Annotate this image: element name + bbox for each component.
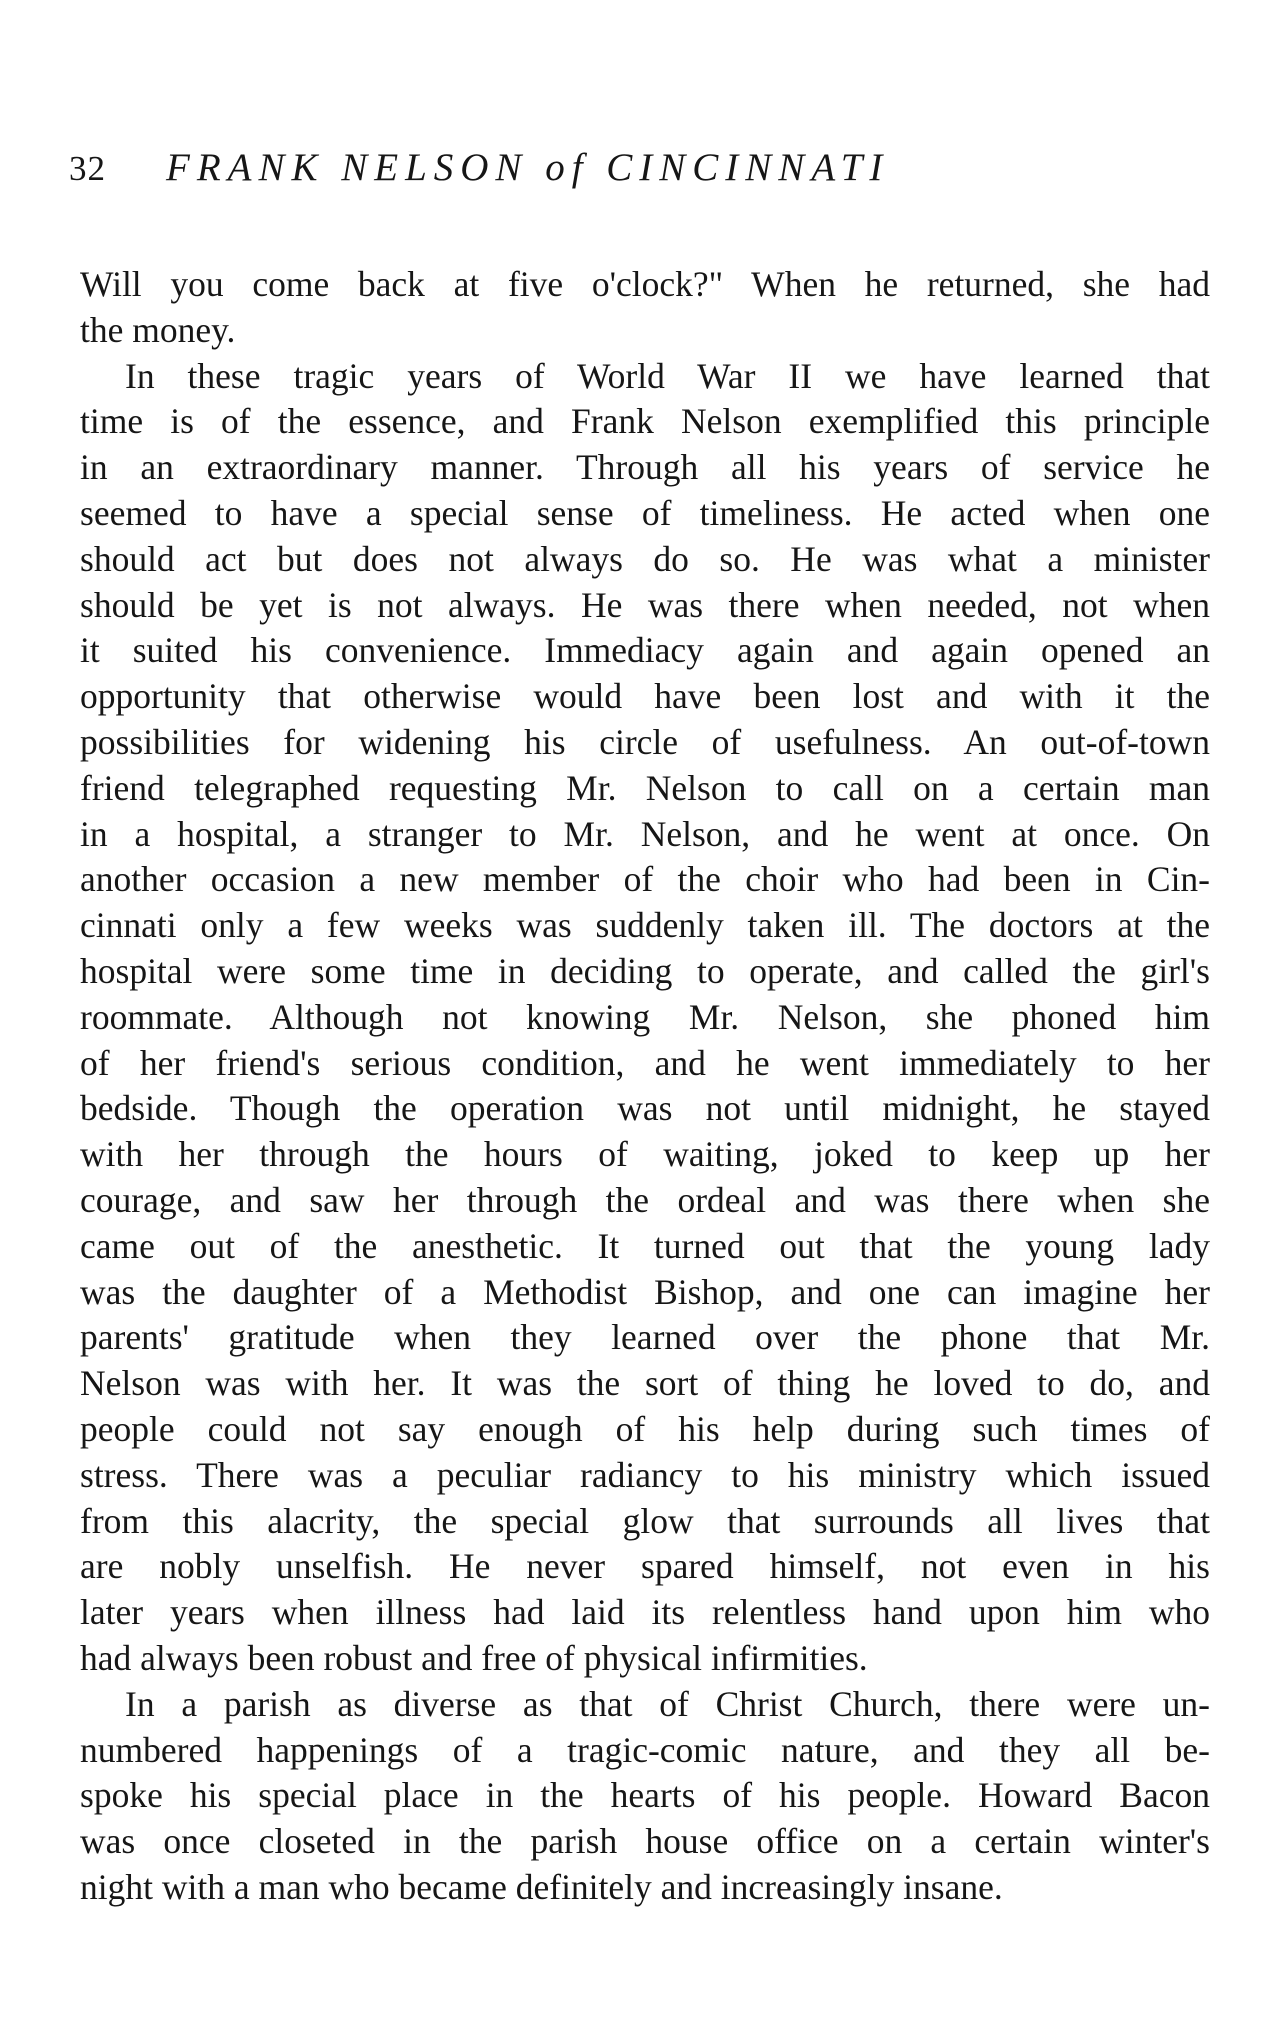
text-line: in a hospital, a stranger to Mr. Nelson, and he went at once. On	[80, 813, 1210, 854]
text-line: Nelson was with her. It was the sort of thing he loved to do, and	[80, 1363, 1210, 1404]
text-line: friend telegraphed requesting Mr. Nelson to call on a certain man	[80, 767, 1210, 808]
text-line: Will you come back at five o'clock?" When he returned, she had	[80, 264, 1210, 304]
text-line: In these tragic years of World War II we have learned that	[125, 355, 1210, 396]
page-number: 32	[69, 149, 106, 188]
text-line: with her through the hours of waiting, joked to keep up her	[80, 1134, 1210, 1175]
text-line: opportunity that otherwise would have been lost and with it the	[80, 676, 1210, 717]
text-line: was once closeted in the parish house office on a certain winter's	[80, 1821, 1210, 1862]
text-line: was the daughter of a Methodist Bishop, and one can imagine her	[80, 1271, 1210, 1312]
paragraph	[80, 1682, 1210, 1911]
text-line: had always been robust and free of physical infirmities.	[80, 1637, 868, 1678]
text-line: spoke his special place in the hearts of his people. Howard Bacon	[80, 1775, 1210, 1816]
text-line: should act but does not always do so. He was what a minister	[80, 538, 1210, 579]
text-line: came out of the anesthetic. It turned out that the young lady	[80, 1225, 1210, 1266]
text-line: people could not say enough of his help during such times of	[80, 1408, 1210, 1449]
text-line: roommate. Although not knowing Mr. Nelson, she phoned him	[80, 996, 1210, 1037]
text-line: another occasion a new member of the choir who had been in Cin-	[80, 859, 1210, 900]
text-line: later years when illness had laid its relentless hand upon him who	[80, 1592, 1210, 1633]
text-line: time is of the essence, and Frank Nelson exemplified this principle	[80, 401, 1210, 442]
text-line: numbered happenings of a tragic-comic nature, and they all be-	[80, 1729, 1210, 1770]
text-line: should be yet is not always. He was there when needed, not when	[80, 584, 1210, 625]
text-line: parents' gratitude when they learned over the phone that Mr.	[80, 1317, 1210, 1358]
text-line: hospital were some time in deciding to operate, and called the girl's	[80, 950, 1210, 991]
text-line: stress. There was a peculiar radiancy to his ministry which issued	[80, 1454, 1210, 1495]
text-line: cinnati only a few weeks was suddenly taken ill. The doctors at the	[80, 905, 1210, 946]
body-text	[80, 262, 1210, 1911]
book-title: FRANK NELSON of CINCINNATI	[166, 146, 890, 189]
text-line: are nobly unselfish. He never spared himself, not even in his	[80, 1546, 1210, 1587]
text-line: in an extraordinary manner. Through all his years of service he	[80, 447, 1210, 488]
text-line: the money.	[80, 309, 236, 350]
running-head	[69, 145, 1219, 201]
text-line: it suited his convenience. Immediacy again and again opened an	[80, 630, 1210, 671]
text-line: possibilities for widening his circle of usefulness. An out-of-town	[80, 721, 1210, 762]
paragraph	[80, 354, 1210, 1682]
text-line: of her friend's serious condition, and he went immediately to her	[80, 1042, 1210, 1083]
text-line: from this alacrity, the special glow that surrounds all lives that	[80, 1500, 1210, 1541]
text-line: seemed to have a special sense of timeliness. He acted when one	[80, 492, 1210, 533]
text-line: bedside. Though the operation was not until midnight, he stayed	[80, 1088, 1210, 1129]
text-line: night with a man who became definitely and increasingly insane.	[80, 1866, 1003, 1907]
text-line: courage, and saw her through the ordeal and was there when she	[80, 1179, 1210, 1220]
paragraph	[80, 262, 1210, 354]
text-line: In a parish as diverse as that of Christ Church, there were un-	[125, 1683, 1210, 1724]
